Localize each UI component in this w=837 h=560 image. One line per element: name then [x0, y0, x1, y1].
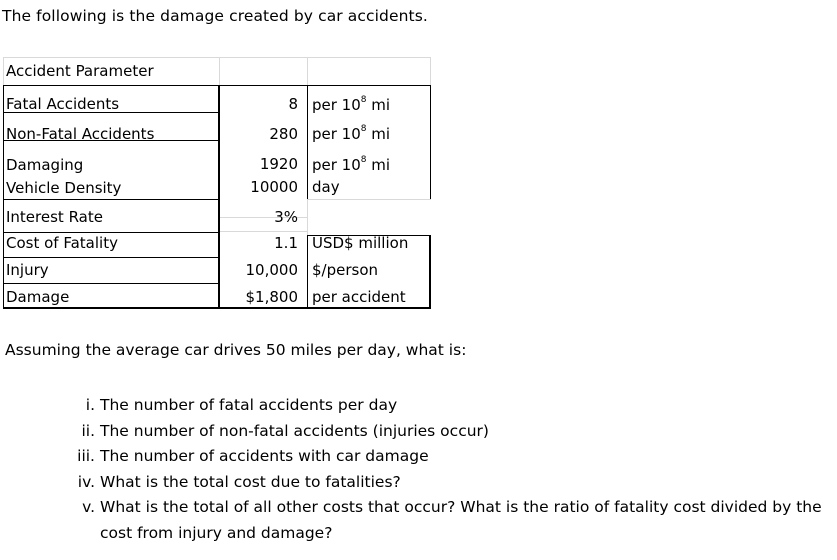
question-text: The number of accidents with car damage	[100, 447, 429, 466]
param-value: 3%	[274, 208, 298, 226]
question-text: The number of fatal accidents per day	[100, 396, 398, 414]
question-text: What is the total cost due to fatalities?	[100, 472, 401, 491]
question-number: iii.	[77, 447, 95, 466]
param-label: Injury	[6, 261, 49, 279]
param-unit: day	[312, 178, 340, 196]
question-number: iv.	[77, 472, 95, 491]
list-item	[62, 495, 822, 546]
question-text: What is the total of all other costs that occur? What is the ratio of fatality cost divided by the cost from injury and damage?	[100, 498, 822, 542]
param-unit: per $10^8$ mi	[312, 124, 391, 143]
param-value: 8	[288, 95, 298, 113]
param-value: 280	[269, 125, 298, 143]
param-label: Damaging	[6, 156, 84, 174]
assumption-text: Assuming the average car drives 50 miles per day, what is:	[5, 341, 467, 359]
param-label: Cost of Fatality	[6, 234, 118, 252]
question-number: ii.	[81, 421, 95, 440]
question-number: i.	[85, 396, 95, 414]
list-item	[62, 419, 822, 445]
param-unit: USD$ million	[312, 234, 409, 252]
param-value: 10000	[250, 178, 298, 196]
param-label: Vehicle Density	[6, 179, 122, 197]
question-list	[62, 393, 822, 547]
param-label: Non-Fatal Accidents	[6, 125, 155, 143]
table-header: Accident Parameter	[6, 62, 154, 80]
question-number: v.	[82, 498, 95, 517]
param-label: Fatal Accidents	[6, 95, 120, 113]
question-text: The number of non-fatal accidents (injuries occur)	[100, 421, 489, 440]
param-value: $1,800	[245, 288, 298, 306]
param-unit: $/person	[312, 261, 379, 279]
list-item	[62, 444, 822, 470]
param-label: Interest Rate	[6, 208, 103, 226]
param-value: 1920	[259, 155, 298, 173]
param-unit: per $10^8$ mi	[312, 95, 391, 114]
accident-parameter-table	[3, 57, 431, 309]
list-item	[62, 393, 822, 419]
list-item	[62, 470, 822, 496]
param-unit: per $10^8$ mi	[312, 155, 391, 174]
param-value: 10,000	[245, 261, 298, 279]
param-label: Damage	[6, 288, 70, 306]
param-value: 1.1	[274, 234, 298, 252]
param-unit: per accident	[312, 288, 406, 306]
intro-text: The following is the damage created by car accidents.	[2, 7, 428, 25]
